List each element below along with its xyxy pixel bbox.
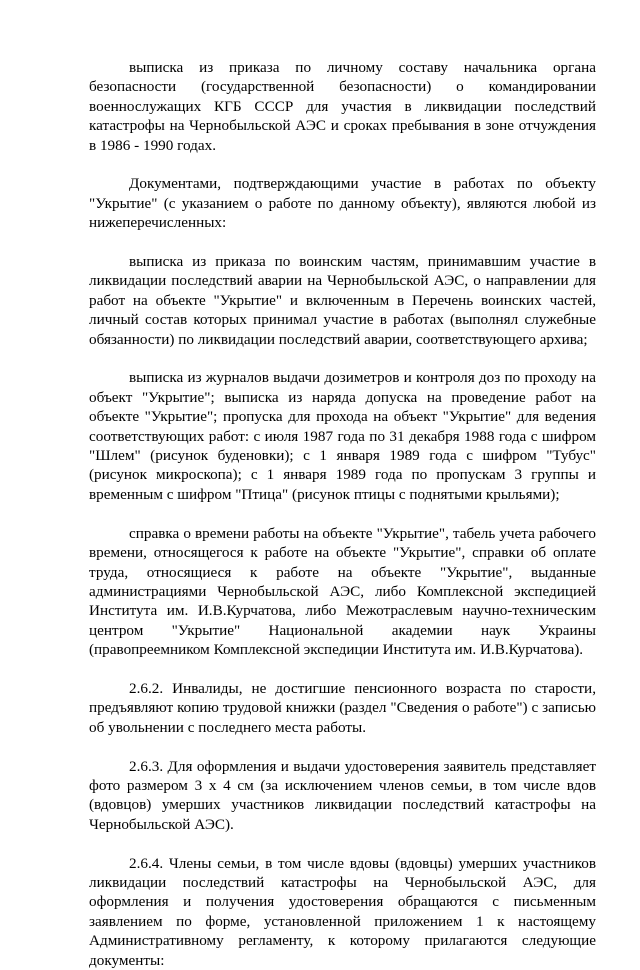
paragraph-2-6-3: 2.6.3. Для оформления и выдачи удостоверения заявитель представляет фото размером 3 x 4 см (за исключением членов семьи, в том числе вдов (вдовцов) умерших участников ликвидации последствий катастрофы на Чернобыльской АЭС).: [89, 757, 596, 833]
paragraph-work-time-certificate: справка о времени работы на объекте "Укрытие", табель учета рабочего времени, относящегося к работе на объекте "Укрытие", справки об оплате труда, относящиеся к работе на объекте "Укрытие", выданные администрациями Чернобыльской АЭС, либо Комплексной экспедицией Института им. И.В.Курчатова, либо Межотраслевым научно-техническим центром "Укрытие" Национальной академии наук Украины (правопреемником Комплексной экспедиции Института им. И.В.Курчатова).: [89, 524, 596, 659]
paragraph-2-6-2: 2.6.2. Инвалиды, не достигшие пенсионного возраста по старости, предъявляют копию трудовой книжки (раздел "Сведения о работе") с записью об увольнении с последнего места работы.: [89, 679, 596, 736]
paragraph-military-units-order: выписка из приказа по воинским частям, принимавшим участие в ликвидации последствий аварии на Чернобыльской АЭС, о направлении для работ на объекте "Укрытие" и включенным в Перечень воинских частей, личный состав которых принимал участие в работах (выполнял служебные обязанности) по ликвидации последствий аварии, соответствующего архива;: [89, 253, 596, 348]
document-page: [89, 58, 596, 970]
paragraph-2-6-4: 2.6.4. Члены семьи, в том числе вдовы (вдовцы) умерших участников ликвидации последствий катастрофы на Чернобыльской АЭС, для оформления и получения удостоверения обращаются с письменным заявлением по форме, установленной приложением 1 к настоящему Административному регламенту, к которому прилагаются следующие документы:: [89, 854, 596, 969]
paragraph-ukrytie-documents-intro: Документами, подтверждающими участие в работах по объекту "Укрытие" (с указанием о работе по данному объекту), являются любой из нижеперечисленных:: [89, 175, 596, 232]
paragraph-kgb-order-extract: выписка из приказа по личному составу начальника органа безопасности (государственной безопасности) о командировании военнослужащих КГБ СССР для участия в ликвидации последствий катастрофы на Чернобыльской АЭС и сроках пребывания в зоне отчуждения в 1986 - 1990 годах.: [89, 59, 596, 154]
paragraph-dosimeter-journals: выписка из журналов выдачи дозиметров и контроля доз по проходу на объект "Укрытие"; выписка из наряда допуска на проведение работ на объекте "Укрытие"; пропуска для прохода на объект "Укрытие" для ведения соответствующих работ: с июля 1987 года по 31 декабря 1988 года с шифром "Шлем" (рисунок буденовки); с 1 января 1989 года с шифром "Тубус" (рисунок микроскопа); с 1 января 1989 года по пропускам 3 группы и временным с шифром "Птица" (рисунок птицы с поднятыми крыльями);: [89, 369, 596, 503]
